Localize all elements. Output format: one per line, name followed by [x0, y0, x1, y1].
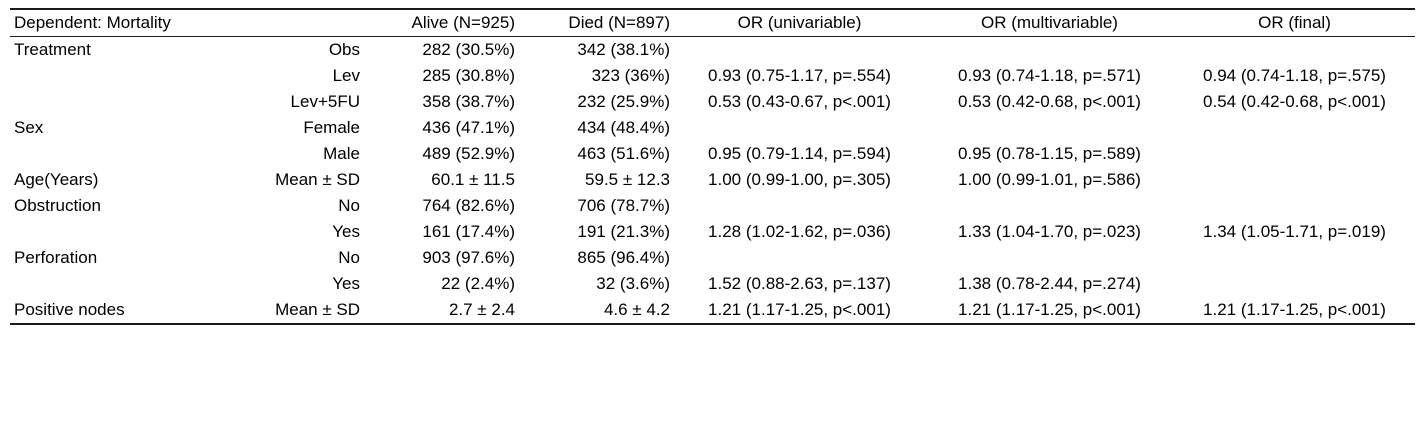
- cell-or-univariable: [680, 245, 925, 271]
- cell-variable: Treatment: [14, 40, 91, 59]
- cell-died: 191 (21.3%): [577, 222, 670, 241]
- cell-variable: [10, 63, 225, 89]
- cell-level: Obs: [328, 40, 360, 59]
- cell-died: 463 (51.6%): [577, 144, 670, 163]
- cell-or-univariable: 1.52 (0.88-2.63, p=.137): [708, 274, 891, 293]
- cell-variable: [10, 89, 225, 115]
- cell-or-final: 1.34 (1.05-1.71, p=.019): [1203, 222, 1386, 241]
- cell-level: Mean ± SD: [275, 170, 360, 189]
- cell-died: 706 (78.7%): [577, 196, 670, 215]
- cell-or-univariable: [680, 115, 925, 141]
- column-header-or-final: OR (final): [1180, 9, 1415, 37]
- column-header-or-multivariable: OR (multivariable): [925, 9, 1180, 37]
- cell-or-final: [1180, 193, 1415, 219]
- cell-or-multivariable: 1.33 (1.04-1.70, p=.023): [958, 222, 1141, 241]
- cell-alive: 358 (38.7%): [422, 92, 515, 111]
- cell-variable: [10, 141, 225, 167]
- table-row: [10, 89, 1415, 115]
- cell-or-final: 0.94 (0.74-1.18, p=.575): [1203, 66, 1386, 85]
- table-row: [10, 141, 1415, 167]
- cell-variable: [10, 271, 225, 297]
- cell-or-univariable: [680, 37, 925, 64]
- cell-died: 434 (48.4%): [577, 118, 670, 137]
- table-body: [10, 37, 1415, 325]
- cell-level: Yes: [332, 222, 360, 241]
- cell-alive: 22 (2.4%): [441, 274, 515, 293]
- cell-died: 342 (38.1%): [577, 40, 670, 59]
- table-row: [10, 271, 1415, 297]
- cell-or-univariable: 1.21 (1.17-1.25, p<.001): [680, 297, 925, 324]
- cell-or-univariable: 0.93 (0.75-1.17, p=.554): [708, 66, 891, 85]
- cell-level: Lev: [332, 66, 360, 85]
- cell-alive: 903 (97.6%): [422, 248, 515, 267]
- cell-level: Yes: [332, 274, 360, 293]
- mortality-results-table: [10, 8, 1415, 325]
- cell-or-multivariable: 0.93 (0.74-1.18, p=.571): [958, 66, 1141, 85]
- table-row: [10, 37, 1415, 64]
- cell-alive: 436 (47.1%): [422, 118, 515, 137]
- cell-alive: 2.7 ± 2.4: [370, 297, 525, 324]
- cell-level: Female: [303, 118, 360, 137]
- cell-or-final: [1180, 245, 1415, 271]
- cell-died: 323 (36%): [591, 66, 670, 85]
- cell-variable: Obstruction: [14, 196, 101, 215]
- cell-died: 232 (25.9%): [577, 92, 670, 111]
- cell-or-multivariable: 0.95 (0.78-1.15, p=.589): [958, 144, 1141, 163]
- cell-or-final: [1180, 141, 1415, 167]
- cell-variable: [10, 219, 225, 245]
- cell-or-multivariable: [925, 115, 1180, 141]
- cell-variable: Sex: [14, 118, 44, 137]
- column-header-dependent: Dependent: Mortality: [10, 9, 225, 37]
- cell-alive: 489 (52.9%): [422, 144, 515, 163]
- cell-or-final: 1.21 (1.17-1.25, p<.001): [1180, 297, 1415, 324]
- cell-level: Mean ± SD: [225, 297, 370, 324]
- cell-alive: 60.1 ± 11.5: [431, 170, 515, 189]
- cell-or-final: [1180, 37, 1415, 64]
- cell-variable: Positive nodes: [10, 297, 225, 324]
- table-header-row: [10, 9, 1415, 37]
- cell-or-univariable: 0.95 (0.79-1.14, p=.594): [708, 144, 891, 163]
- cell-or-multivariable: 0.53 (0.42-0.68, p<.001): [958, 92, 1141, 111]
- cell-died: 4.6 ± 4.2: [525, 297, 680, 324]
- column-header-died: Died (N=897): [525, 9, 680, 37]
- cell-or-multivariable: 1.21 (1.17-1.25, p<.001): [925, 297, 1180, 324]
- table-row: [10, 193, 1415, 219]
- cell-or-multivariable: [925, 193, 1180, 219]
- table-header: [10, 9, 1415, 37]
- cell-level: No: [338, 196, 360, 215]
- cell-died: 32 (3.6%): [596, 274, 670, 293]
- cell-or-univariable: [680, 193, 925, 219]
- table-row: [10, 115, 1415, 141]
- cell-variable: Age(Years): [14, 170, 99, 189]
- cell-alive: 161 (17.4%): [422, 222, 515, 241]
- cell-or-univariable: 0.53 (0.43-0.67, p<.001): [708, 92, 891, 111]
- cell-or-univariable: 1.00 (0.99-1.00, p=.305): [708, 170, 891, 189]
- cell-or-final: [1180, 167, 1415, 193]
- column-header-level: [225, 9, 370, 37]
- cell-died: 865 (96.4%): [577, 248, 670, 267]
- cell-alive: 282 (30.5%): [422, 40, 515, 59]
- table-row: [10, 219, 1415, 245]
- cell-or-multivariable: [925, 37, 1180, 64]
- table-row: [10, 63, 1415, 89]
- cell-alive: 285 (30.8%): [422, 66, 515, 85]
- cell-or-multivariable: 1.00 (0.99-1.01, p=.586): [958, 170, 1141, 189]
- cell-level: No: [338, 248, 360, 267]
- cell-died: 59.5 ± 12.3: [585, 170, 670, 189]
- table-row: [10, 297, 1415, 324]
- table-row: [10, 245, 1415, 271]
- cell-or-multivariable: 1.38 (0.78-2.44, p=.274): [958, 274, 1141, 293]
- cell-or-multivariable: [925, 245, 1180, 271]
- cell-or-final: [1180, 115, 1415, 141]
- cell-alive: 764 (82.6%): [422, 196, 515, 215]
- cell-variable: Perforation: [14, 248, 98, 267]
- cell-or-final: 0.54 (0.42-0.68, p<.001): [1203, 92, 1386, 111]
- cell-or-final: [1180, 271, 1415, 297]
- column-header-alive: Alive (N=925): [370, 9, 525, 37]
- cell-level: Lev+5FU: [290, 92, 360, 111]
- column-header-or-univariable: OR (univariable): [680, 9, 925, 37]
- table-row: [10, 167, 1415, 193]
- cell-level: Male: [323, 144, 360, 163]
- cell-or-univariable: 1.28 (1.02-1.62, p=.036): [708, 222, 891, 241]
